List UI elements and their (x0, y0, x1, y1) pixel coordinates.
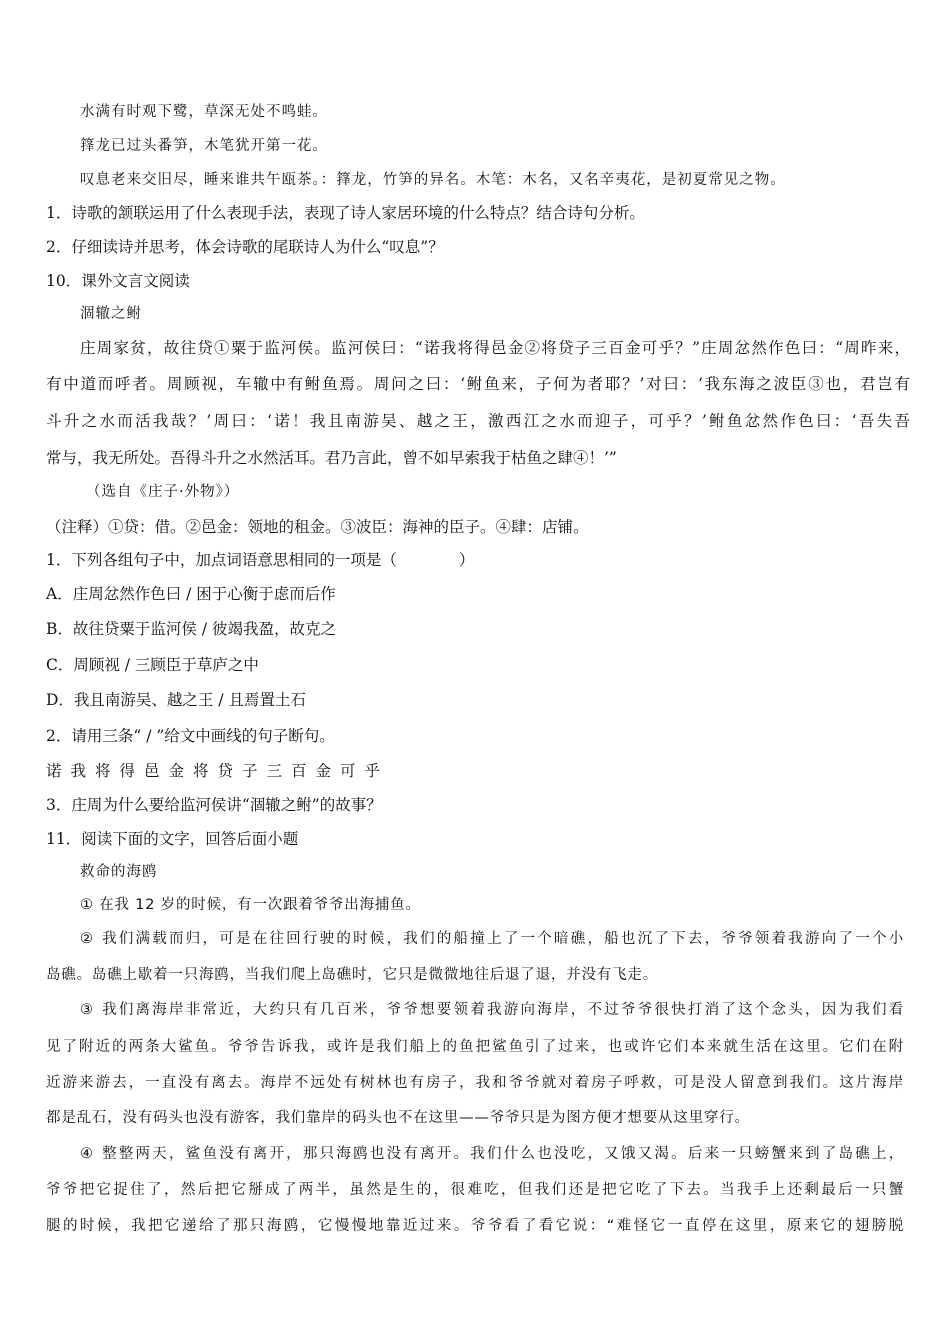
annotation-notes: （注释）①贷：借。②邑金：领地的租金。③波臣：海神的臣子。④肆：店铺。 (46, 518, 589, 536)
classical-text-line-2: 有中道而呼者。周顾视，车辙中有鲋鱼焉。周问之曰：‘鲋鱼来，子何为者耶？’对曰：‘我东海之波臣③也，君岂有 (46, 375, 910, 393)
section-11-heading: 11．阅读下面的文字，回答后面小题 (46, 830, 299, 848)
section-10-question-2: 2．请用三条“ / ”给文中画线的句子断句。 (46, 727, 335, 745)
story-paragraph-3-line-2: 见了附近的两条大鲨鱼。爷爷告诉我，或许是我们船上的鱼把鲨鱼引了过来，也或许它们本来就生活在这里。它们在附 (46, 1039, 904, 1055)
sentence-to-punctuate: 诺我将得邑金将贷子三百金可乎 (46, 762, 390, 780)
section-10-question-3: 3．庄周为什么要给监河侯讲“涸辙之鲋”的故事？ (46, 796, 382, 814)
section-11-title: 救命的海鸥 (80, 864, 158, 880)
classical-text-line-1: 庄周家贫，故往贷①粟于监河侯。监河侯曰：“诺我将得邑金②将贷子三百金可乎？”庄周忿然作色曰：“周昨来， (80, 339, 910, 357)
option-d: D．我且南游吴、越之王 / 且焉置土石 (46, 691, 307, 709)
section-10-heading: 10．课外文言文阅读 (46, 272, 190, 290)
poem-question-1: 1．诗歌的颔联运用了什么表现手法，表现了诗人家居环境的什么特点？结合诗句分析。 (46, 204, 645, 222)
poem-line-2: 箨龙已过头番笋，木笔犹开第一花。 (80, 138, 328, 154)
story-paragraph-4-line-2: 爷爷把它捉住了，然后把它掰成了两半，虽然是生的，很难吃，但我们还是把它吃了下去。当我手上还剩最后一只蟹 (46, 1182, 904, 1198)
classical-text-line-3: 斗升之水而活我哉？’周曰：‘诺！我且南游吴、越之王，激西江之水而迎子，可乎？’鲋鱼忿然作色曰：‘吾失吾 (46, 412, 910, 430)
section-10-title: 涸辙之鲋 (80, 306, 142, 322)
section-10-question-1: 1．下列各组句子中，加点词语意思相同的一项是（ ） (46, 551, 475, 569)
story-paragraph-1: ① 在我 12 岁的时候，有一次跟着爷爷出海捕鱼。 (80, 897, 421, 913)
story-paragraph-2-line-2: 岛礁。岛礁上歇着一只海鸥，当我们爬上岛礁时，它只是微微地往后退了退，并没有飞走。 (46, 967, 658, 983)
story-paragraph-2-line-1: ② 我们满载而归，可是在往回行驶的时候，我们的船撞上了一个暗礁，船也沉了下去，爷爷领着我游向了一个小 (80, 931, 904, 947)
poem-question-2: 2．仔细读诗并思考，体会诗歌的尾联诗人为什么“叹息”？ (46, 238, 444, 256)
option-a: A．庄周忿然作色曰 / 困于心衡于虑而后作 (46, 585, 336, 603)
poem-line-3-with-notes: 叹息老来交旧尽，睡来谁共午瓯茶。：箨龙，竹笋的异名。木笔：木名，又名辛夷花，是初夏常见之物。 (80, 172, 786, 188)
story-paragraph-3-line-3: 近游来游去，一直没有离去。海岸不远处有树林也有房子，我和爷爷就对着房子呼救，可是没人留意到我们。这片海岸 (46, 1075, 904, 1091)
story-paragraph-3-line-4: 都是乱石，没有码头也没有游客，我们靠岸的码头也不在这里——爷爷只是为图方便才想要从这里穿行。 (46, 1110, 750, 1126)
option-b: B．故往贷粟于监河侯 / 彼竭我盈，故克之 (46, 620, 336, 638)
story-paragraph-3-line-1: ③ 我们离海岸非常近，大约只有几百米，爷爷想要领着我游向海岸，不过爷爷很快打消了这个念头，因为我们看 (80, 1002, 904, 1018)
story-paragraph-4-line-3: 腿的时候，我把它递给了那只海鸥，它慢慢地靠近过来。爷爷看了看它说：“难怪它一直停在这里，原来它的翅膀脱 (46, 1218, 904, 1234)
classical-text-line-4: 常与，我无所处。吾得斗升之水然活耳。君乃言此，曾不如早索我于枯鱼之肆④！’” (46, 449, 617, 467)
poem-line-1: 水满有时观下鹭，草深无处不鸣蛙。 (80, 104, 328, 120)
source-citation: （选自《庄子·外物》） (86, 484, 240, 500)
story-paragraph-4-line-1: ④ 整整两天，鲨鱼没有离开，那只海鸥也没有离开。我们什么也没吃，又饿又渴。后来一只螃蟹来到了岛礁上， (80, 1146, 904, 1162)
option-c: C．周顾视 / 三顾臣于草庐之中 (46, 656, 259, 674)
